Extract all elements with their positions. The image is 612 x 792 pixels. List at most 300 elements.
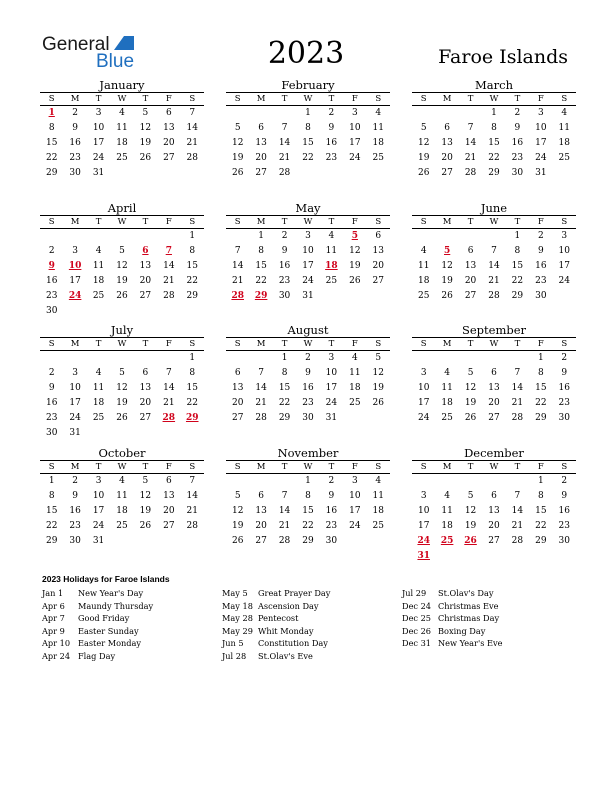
day-cell: 27 bbox=[163, 521, 175, 531]
day-cell: 13 bbox=[231, 383, 244, 393]
day-cell: 15 bbox=[45, 506, 58, 516]
day-cell: 27 bbox=[231, 413, 244, 423]
week-row bbox=[412, 411, 576, 426]
weekday-header: M bbox=[256, 462, 266, 472]
weekday-header: S bbox=[189, 339, 196, 349]
day-cell: 14 bbox=[186, 123, 198, 133]
empty-day-cell bbox=[367, 411, 390, 426]
weekday-header: S bbox=[234, 462, 241, 472]
day-cell: 2 bbox=[537, 231, 544, 241]
day-cell: 8 bbox=[491, 123, 497, 133]
day-cell: 10 bbox=[325, 368, 338, 378]
day-cell: 14 bbox=[255, 383, 267, 393]
day-cell: 29 bbox=[535, 413, 547, 423]
day-cell: 2 bbox=[328, 108, 335, 118]
day-cell: 3 bbox=[95, 108, 102, 118]
week-row bbox=[40, 411, 204, 426]
day-cell: 27 bbox=[441, 168, 453, 178]
day-cell: 23 bbox=[278, 276, 291, 286]
day-cell: 7 bbox=[165, 368, 172, 378]
week-row bbox=[40, 229, 204, 244]
day-cell: 21 bbox=[255, 398, 267, 408]
week-row bbox=[226, 289, 390, 304]
day-cell: 10 bbox=[92, 491, 105, 501]
day-cell: 4 bbox=[119, 476, 125, 486]
day-cell: 23 bbox=[45, 413, 58, 423]
day-cell: 2 bbox=[72, 108, 78, 118]
week-row bbox=[40, 274, 204, 289]
day-cell: 12 bbox=[116, 261, 128, 271]
day-cell: 13 bbox=[441, 138, 453, 148]
day-cell: 12 bbox=[417, 138, 430, 148]
day-cell: 28 bbox=[186, 521, 198, 531]
weekday-header-row bbox=[412, 337, 576, 351]
week-row bbox=[226, 519, 390, 534]
week-row bbox=[226, 274, 390, 289]
month-october bbox=[40, 446, 204, 549]
day-cell: 24 bbox=[417, 536, 430, 546]
day-cell: 2 bbox=[48, 368, 55, 378]
week-row bbox=[40, 519, 204, 534]
week-row bbox=[226, 396, 390, 411]
day-cell: 16 bbox=[535, 261, 547, 271]
empty-day-cell bbox=[110, 229, 133, 244]
day-cell: 7 bbox=[258, 368, 264, 378]
day-cell: 10 bbox=[349, 491, 361, 501]
weekday-header: S bbox=[375, 94, 382, 104]
empty-day-cell bbox=[320, 289, 343, 304]
week-row bbox=[412, 519, 576, 534]
day-cell: 12 bbox=[372, 368, 384, 378]
day-cell: 20 bbox=[488, 521, 500, 531]
day-cell: 26 bbox=[372, 398, 384, 408]
day-cell: 28 bbox=[488, 291, 500, 301]
day-cell: 10 bbox=[558, 246, 570, 256]
week-row bbox=[412, 259, 576, 274]
week-row bbox=[412, 274, 576, 289]
empty-day-cell bbox=[63, 229, 86, 244]
day-cell: 5 bbox=[351, 231, 358, 241]
day-cell: 12 bbox=[116, 383, 128, 393]
day-cell: 27 bbox=[255, 536, 267, 546]
day-cell: 14 bbox=[511, 383, 524, 393]
year-title: 2023 bbox=[267, 36, 345, 71]
holiday-name: New Year's Eve bbox=[438, 638, 503, 648]
weekday-header-row bbox=[40, 460, 204, 474]
week-row bbox=[412, 549, 576, 564]
day-cell: 29 bbox=[488, 168, 500, 178]
day-cell: 7 bbox=[491, 246, 497, 256]
day-cell: 25 bbox=[92, 413, 105, 423]
month-name: February bbox=[281, 78, 335, 92]
day-cell: 8 bbox=[537, 491, 544, 501]
day-cell: 23 bbox=[558, 521, 570, 531]
empty-day-cell bbox=[435, 229, 458, 244]
day-cell: 24 bbox=[535, 153, 547, 163]
day-cell: 4 bbox=[561, 108, 568, 118]
holiday-name: Great Prayer Day bbox=[258, 588, 331, 598]
day-cell: 1 bbox=[537, 476, 544, 486]
weekday-header: T bbox=[281, 462, 288, 472]
empty-day-cell bbox=[110, 351, 133, 366]
weekday-header-row bbox=[412, 215, 576, 229]
day-cell: 30 bbox=[45, 428, 58, 438]
day-cell: 26 bbox=[139, 153, 152, 163]
day-cell: 6 bbox=[491, 491, 497, 501]
day-cell: 15 bbox=[535, 506, 547, 516]
holiday-row bbox=[222, 637, 402, 650]
day-cell: 20 bbox=[255, 153, 267, 163]
empty-day-cell bbox=[343, 166, 366, 181]
weekday-header: T bbox=[514, 339, 521, 349]
day-cell: 12 bbox=[349, 246, 361, 256]
empty-day-cell bbox=[134, 166, 157, 181]
day-cell: 28 bbox=[511, 413, 524, 423]
empty-day-cell bbox=[181, 534, 204, 549]
holiday-date: Apr 10 bbox=[42, 638, 71, 648]
week-row bbox=[412, 366, 576, 381]
empty-day-cell bbox=[482, 351, 505, 366]
month-december bbox=[412, 446, 576, 564]
day-cell: 15 bbox=[255, 261, 267, 271]
day-cell: 20 bbox=[441, 153, 453, 163]
empty-day-cell bbox=[134, 351, 157, 366]
day-cell: 4 bbox=[95, 246, 102, 256]
empty-day-cell bbox=[87, 426, 110, 441]
weekday-header: T bbox=[328, 217, 335, 227]
day-cell: 20 bbox=[231, 398, 244, 408]
holiday-date: Jul 28 bbox=[222, 650, 247, 661]
weekday-header: S bbox=[189, 462, 196, 472]
weekday-header: M bbox=[70, 94, 80, 104]
empty-day-cell bbox=[87, 351, 110, 366]
day-cell: 3 bbox=[351, 108, 358, 118]
week-row bbox=[40, 304, 204, 319]
weekday-header: T bbox=[142, 462, 149, 472]
holiday-row bbox=[402, 587, 582, 600]
holiday-name: Pentecost bbox=[258, 613, 299, 623]
holiday-row bbox=[222, 650, 402, 663]
day-cell: 11 bbox=[116, 491, 128, 501]
holiday-name: Christmas Day bbox=[438, 613, 500, 623]
holiday-row bbox=[402, 637, 582, 650]
weekday-header: W bbox=[489, 94, 499, 104]
holiday-name: Constitution Day bbox=[258, 638, 328, 648]
empty-day-cell bbox=[412, 351, 435, 366]
day-cell: 22 bbox=[45, 153, 58, 163]
week-row bbox=[226, 121, 390, 136]
day-cell: 29 bbox=[45, 168, 58, 178]
empty-day-cell bbox=[296, 166, 319, 181]
weekday-header: T bbox=[514, 217, 521, 227]
holiday-name: Flag Day bbox=[78, 650, 116, 661]
week-row bbox=[40, 244, 204, 259]
day-cell: 6 bbox=[491, 368, 497, 378]
day-cell: 24 bbox=[417, 413, 430, 423]
day-cell: 5 bbox=[234, 491, 241, 501]
holiday-date: Apr 9 bbox=[42, 625, 65, 636]
week-row bbox=[40, 166, 204, 181]
day-cell: 17 bbox=[417, 398, 430, 408]
month-name: November bbox=[277, 446, 339, 460]
weekday-header-row bbox=[412, 460, 576, 474]
day-cell: 23 bbox=[69, 521, 81, 531]
day-cell: 10 bbox=[69, 383, 81, 393]
week-row bbox=[412, 136, 576, 151]
holiday-column bbox=[402, 587, 582, 662]
weekday-header: T bbox=[467, 339, 474, 349]
day-cell: 22 bbox=[535, 398, 547, 408]
month-may bbox=[226, 201, 390, 304]
empty-day-cell bbox=[273, 474, 296, 489]
week-row bbox=[226, 474, 390, 489]
day-cell: 26 bbox=[349, 276, 361, 286]
day-cell: 2 bbox=[328, 476, 335, 486]
day-cell: 24 bbox=[92, 521, 105, 531]
day-cell: 23 bbox=[45, 291, 58, 301]
empty-day-cell bbox=[226, 474, 249, 489]
weekday-header: T bbox=[281, 217, 288, 227]
day-cell: 23 bbox=[511, 153, 524, 163]
weekday-header: F bbox=[351, 339, 358, 349]
weekday-header: S bbox=[420, 94, 427, 104]
day-cell: 31 bbox=[92, 168, 105, 178]
day-cell: 29 bbox=[511, 291, 524, 301]
weekday-header: S bbox=[420, 339, 427, 349]
week-row bbox=[40, 136, 204, 151]
month-august bbox=[226, 323, 390, 426]
day-cell: 15 bbox=[45, 138, 58, 148]
day-cell: 2 bbox=[305, 353, 311, 363]
empty-day-cell bbox=[459, 229, 482, 244]
weekday-header: M bbox=[256, 339, 266, 349]
day-cell: 31 bbox=[325, 413, 338, 423]
month-april bbox=[40, 201, 204, 319]
weekday-header-row bbox=[40, 92, 204, 106]
weekday-header: T bbox=[467, 217, 474, 227]
holidays-section bbox=[42, 574, 582, 662]
day-cell: 16 bbox=[45, 398, 58, 408]
day-cell: 20 bbox=[464, 276, 477, 286]
week-row bbox=[226, 534, 390, 549]
month-july bbox=[40, 323, 204, 441]
day-cell: 13 bbox=[488, 383, 500, 393]
holiday-row bbox=[402, 612, 582, 625]
holiday-columns bbox=[42, 587, 582, 662]
day-cell: 4 bbox=[119, 108, 125, 118]
empty-day-cell bbox=[435, 549, 458, 564]
weekday-header-row bbox=[40, 337, 204, 351]
weekday-header: T bbox=[95, 217, 102, 227]
holidays-title: 2023 Holidays for Faroe Islands bbox=[42, 574, 170, 584]
weekday-header: S bbox=[420, 217, 427, 227]
empty-day-cell bbox=[226, 229, 249, 244]
day-cell: 23 bbox=[69, 153, 81, 163]
day-cell: 1 bbox=[305, 476, 311, 486]
empty-day-cell bbox=[529, 549, 552, 564]
day-cell: 21 bbox=[163, 398, 175, 408]
day-cell: 1 bbox=[189, 353, 196, 363]
week-row bbox=[412, 166, 576, 181]
day-cell: 19 bbox=[372, 383, 384, 393]
weekday-header: M bbox=[256, 217, 266, 227]
day-cell: 15 bbox=[535, 383, 547, 393]
day-cell: 7 bbox=[189, 476, 196, 486]
weekday-header: F bbox=[165, 462, 172, 472]
day-cell: 27 bbox=[163, 153, 175, 163]
day-cell: 5 bbox=[234, 123, 241, 133]
week-row bbox=[412, 106, 576, 121]
day-cell: 25 bbox=[417, 291, 430, 301]
empty-day-cell bbox=[435, 474, 458, 489]
empty-day-cell bbox=[482, 474, 505, 489]
holiday-row bbox=[42, 587, 222, 600]
weekday-header-row bbox=[40, 215, 204, 229]
day-cell: 19 bbox=[116, 276, 128, 286]
day-cell: 21 bbox=[231, 276, 244, 286]
holiday-name: Whit Monday bbox=[258, 625, 314, 636]
day-cell: 30 bbox=[45, 306, 58, 316]
month-march bbox=[412, 78, 576, 181]
weekday-header: T bbox=[328, 94, 335, 104]
day-cell: 25 bbox=[441, 413, 453, 423]
day-cell: 13 bbox=[139, 383, 152, 393]
weekday-header: S bbox=[48, 217, 55, 227]
day-cell: 11 bbox=[116, 123, 128, 133]
day-cell: 14 bbox=[278, 506, 291, 516]
day-cell: 22 bbox=[302, 521, 314, 531]
day-cell: 25 bbox=[440, 536, 454, 546]
week-row bbox=[40, 534, 204, 549]
day-cell: 5 bbox=[420, 123, 427, 133]
day-cell: 18 bbox=[372, 138, 384, 148]
day-cell: 9 bbox=[48, 261, 55, 271]
week-row bbox=[412, 534, 576, 549]
week-row bbox=[412, 474, 576, 489]
day-cell: 21 bbox=[186, 506, 198, 516]
day-cell: 8 bbox=[189, 246, 196, 256]
day-cell: 11 bbox=[92, 261, 105, 271]
day-cell: 30 bbox=[302, 413, 314, 423]
day-cell: 21 bbox=[186, 138, 198, 148]
day-cell: 23 bbox=[302, 398, 314, 408]
day-cell: 8 bbox=[189, 368, 196, 378]
weekday-header: S bbox=[561, 462, 568, 472]
week-row bbox=[40, 151, 204, 166]
day-cell: 29 bbox=[185, 413, 199, 423]
day-cell: 6 bbox=[234, 368, 241, 378]
day-cell: 31 bbox=[69, 428, 81, 438]
day-cell: 25 bbox=[372, 153, 384, 163]
holiday-date: Dec 26 bbox=[402, 625, 432, 636]
day-cell: 10 bbox=[535, 123, 547, 133]
empty-day-cell bbox=[87, 229, 110, 244]
empty-day-cell bbox=[249, 351, 272, 366]
empty-day-cell bbox=[157, 351, 180, 366]
day-cell: 21 bbox=[464, 153, 477, 163]
day-cell: 16 bbox=[325, 138, 338, 148]
week-row bbox=[226, 229, 390, 244]
day-cell: 22 bbox=[45, 521, 58, 531]
day-cell: 3 bbox=[72, 368, 78, 378]
holiday-column bbox=[42, 587, 222, 662]
day-cell: 16 bbox=[45, 276, 58, 286]
empty-day-cell bbox=[157, 229, 180, 244]
day-cell: 27 bbox=[464, 291, 477, 301]
month-name: September bbox=[461, 323, 527, 337]
weekday-header: F bbox=[537, 462, 544, 472]
weekday-header: S bbox=[375, 339, 382, 349]
empty-day-cell bbox=[110, 426, 133, 441]
week-row bbox=[40, 366, 204, 381]
day-cell: 1 bbox=[258, 231, 264, 241]
day-cell: 9 bbox=[328, 491, 335, 501]
month-name: April bbox=[107, 201, 137, 215]
holiday-name: Ascension Day bbox=[258, 600, 319, 611]
day-cell: 13 bbox=[163, 491, 175, 501]
weekday-header: W bbox=[117, 462, 127, 472]
month-name: May bbox=[295, 201, 321, 215]
holiday-date: Jun 5 bbox=[222, 638, 244, 648]
day-cell: 25 bbox=[349, 398, 361, 408]
empty-day-cell bbox=[343, 289, 366, 304]
day-cell: 28 bbox=[162, 413, 176, 423]
week-row bbox=[412, 289, 576, 304]
week-row bbox=[40, 381, 204, 396]
day-cell: 26 bbox=[417, 168, 430, 178]
day-cell: 23 bbox=[325, 521, 338, 531]
day-cell: 24 bbox=[325, 398, 338, 408]
day-cell: 3 bbox=[72, 246, 78, 256]
day-cell: 21 bbox=[163, 276, 175, 286]
day-cell: 13 bbox=[488, 506, 500, 516]
day-cell: 24 bbox=[92, 153, 105, 163]
day-cell: 9 bbox=[561, 368, 568, 378]
day-cell: 31 bbox=[535, 168, 547, 178]
logo-blue-text: Blue bbox=[96, 51, 135, 72]
country-title: Faroe Islands bbox=[438, 46, 568, 68]
day-cell: 30 bbox=[535, 291, 547, 301]
day-cell: 31 bbox=[302, 291, 314, 301]
day-cell: 3 bbox=[328, 353, 335, 363]
empty-day-cell bbox=[134, 426, 157, 441]
day-cell: 4 bbox=[351, 353, 358, 363]
week-row bbox=[40, 489, 204, 504]
weekday-header: W bbox=[489, 339, 499, 349]
day-cell: 27 bbox=[488, 413, 500, 423]
weekday-header-row bbox=[412, 92, 576, 106]
day-cell: 18 bbox=[92, 398, 105, 408]
day-cell: 26 bbox=[116, 291, 128, 301]
day-cell: 28 bbox=[278, 536, 291, 546]
weekday-header: T bbox=[95, 339, 102, 349]
day-cell: 14 bbox=[511, 506, 524, 516]
weekday-header: T bbox=[281, 94, 288, 104]
holiday-name: Easter Sunday bbox=[78, 625, 139, 636]
day-cell: 4 bbox=[444, 491, 450, 501]
weekday-header: W bbox=[489, 462, 499, 472]
weekday-header: F bbox=[537, 217, 544, 227]
weekday-header: W bbox=[303, 94, 313, 104]
weekday-header: T bbox=[142, 339, 149, 349]
weekday-header: W bbox=[303, 217, 313, 227]
month-name: October bbox=[98, 446, 146, 460]
day-cell: 16 bbox=[511, 138, 524, 148]
weekday-header: F bbox=[165, 94, 172, 104]
month-name: July bbox=[110, 323, 134, 337]
weekday-header: W bbox=[489, 217, 499, 227]
holiday-row bbox=[42, 637, 222, 650]
